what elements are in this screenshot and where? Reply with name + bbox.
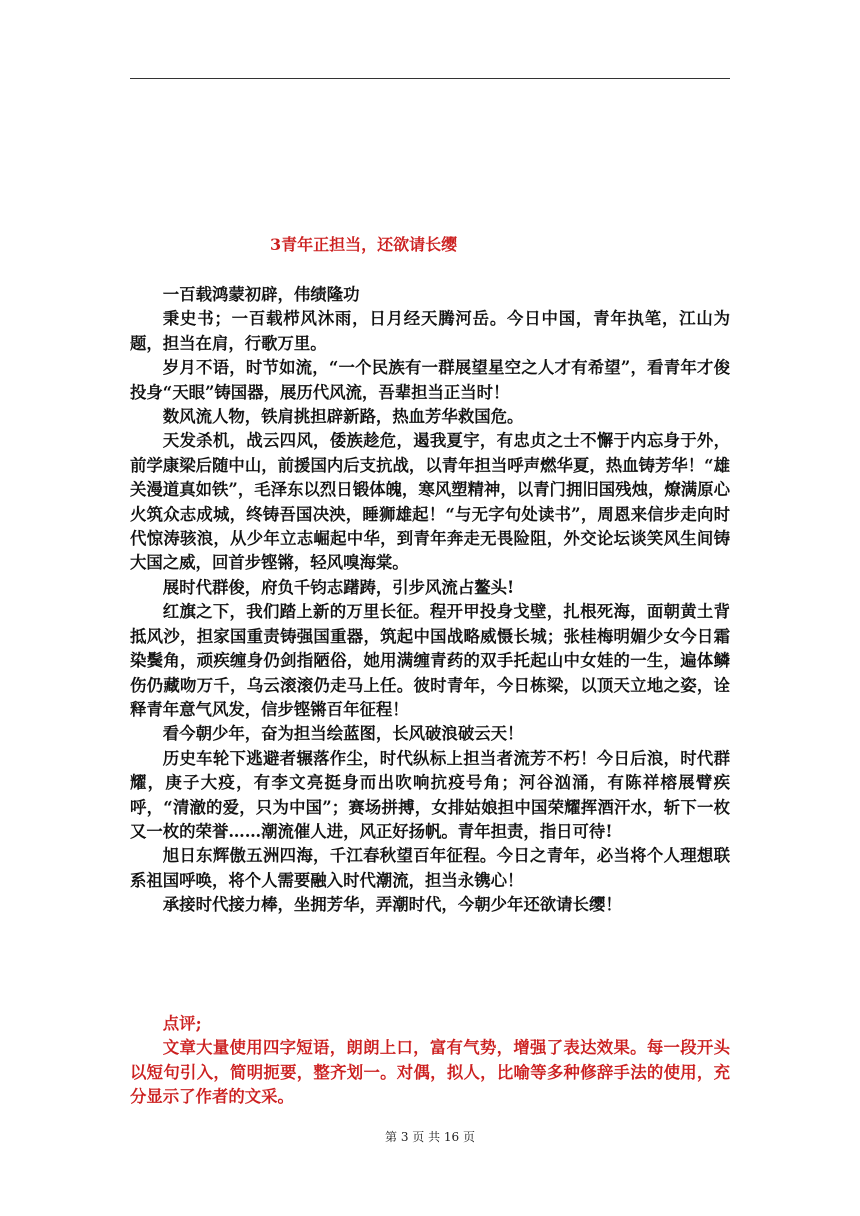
paragraph: 岁月不语，时节如流，“一个民族有一群展望星空之人才有希望”，看青年才俊投身“天眼”铸国器，展历代风流，吾辈担当正当时！ bbox=[130, 358, 730, 402]
paragraph: 历史车轮下逃避者辗落作尘，时代纵标上担当者流芳不朽！今日后浪，时代群耀，庚子大疫，有李文亮挺身而出吹响抗疫号角；河谷汹涌，有陈祥榕展臂疾呼，“清澈的爱，只为中国”；赛场拼搏，女排姑娘担中国荣耀挥酒汗水，斩下一枚又一枚的荣誉……潮流催人进，风正好扬帆。青年担责，指日可待! bbox=[130, 748, 730, 841]
paragraph: 天发杀机，战云四风，倭族趁危，遏我夏宇，有忠贞之士不懈于内忘身于外，前学康梁后随中山，前援国内后支抗战，以青年担当呼声燃华夏，热血铸芳华！“雄关漫道真如铁”，毛泽东以烈日锻体魄，寒风塑精神，以青门拥旧国残烛，燎满原心火筑众志成城，终铸吾国决泱，睡狮雄起！“与无字句处读书”，周恩来信步走向时代惊涛骇浪，从少年立志崛起中华，到青年奔走无畏险阻，外交论坛谈笑风生间铸大国之威，回首步铿锵，轻风嗅海棠。 bbox=[130, 431, 730, 573]
page-footer: 第 3 页 共 16 页 bbox=[385, 1130, 475, 1144]
paragraph: 旭日东辉傲五洲四海，千江春秋望百年征程。今日之青年，必当将个人理想联系祖国呼唤，将个人需要融入时代潮流，担当永镌心！ bbox=[130, 846, 730, 890]
paragraph: 展时代群俊，府负千钧志躇踌，引步风流占鳌头! bbox=[162, 577, 515, 597]
header-rule bbox=[130, 78, 730, 79]
paragraph: 承接时代接力棒，坐拥芳华，弄潮时代，今朝少年还欲请长缨！ bbox=[162, 895, 622, 915]
paragraph: 红旗之下，我们踏上新的万里长征。程开甲投身戈壁，扎根死海，面朝黄土背抵风沙，担家国重责铸强国重器，筑起中国战略威慑长城；张桂梅明媚少女今日霜染鬓角，顽疾缠身仍剑指陋俗，她用满缠青药的双手托起山中女娃的一生，遍体鳞伤仍藏吻万千，乌云滚滚仍走马上任。彼时青年，今日栋梁，以顶天立地之姿，诠释青年意气风发，信步铿锵百年征程！ bbox=[130, 602, 730, 719]
commentary-label: 点评; bbox=[162, 1014, 202, 1033]
commentary-text: 文章大量使用四字短语，朗朗上口，富有气势，增强了表达效果。每一段开头以短句引入，简明扼要，整齐划一。对偶，拟人，比喻等多种修辞手法的使用，充分显示了作者的文采。 bbox=[130, 1038, 730, 1107]
paragraph: 数风流人物，铁肩挑担辟新路，热血芳华救国危。 bbox=[162, 407, 524, 427]
commentary bbox=[130, 1012, 730, 1110]
paragraph: 秉史书；一百载栉风沐雨，日月经天腾河岳。今日中国，青年执笔，江山为题，担当在肩，行歌万里。 bbox=[130, 309, 730, 353]
paragraph: 一百载鸿蒙初辟，伟绩隆功 bbox=[162, 285, 360, 304]
essay-title: 3青年正担当，还欲请长缨 bbox=[270, 235, 458, 254]
paragraph: 看今朝少年，奋为担当绘蓝图，长风破浪破云天！ bbox=[162, 724, 524, 744]
essay-body bbox=[130, 283, 730, 918]
